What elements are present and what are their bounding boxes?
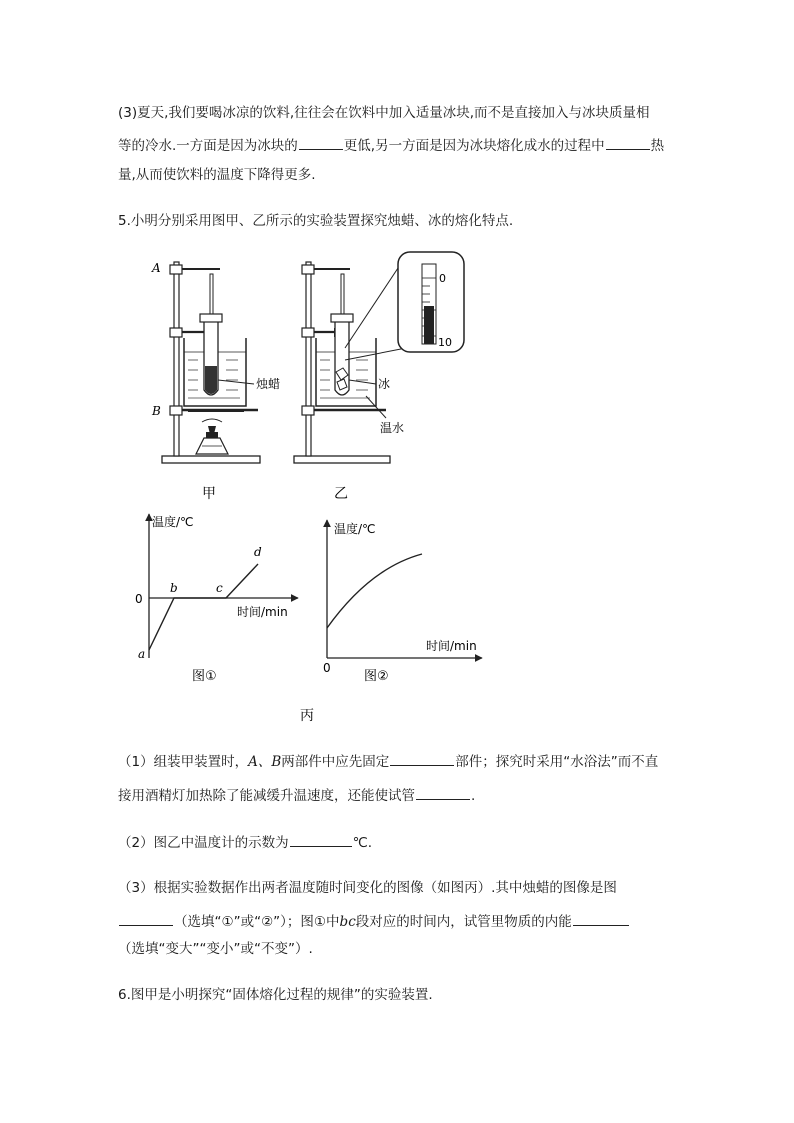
graph-2 (323, 520, 482, 684)
caption-bing: 丙 (300, 708, 314, 724)
graphs-figure (130, 508, 500, 730)
q3-blank-2[interactable] (606, 135, 650, 150)
label-water: 温水 (380, 421, 405, 435)
q3-blank-1[interactable] (299, 135, 343, 150)
scale-bottom: 10 (438, 336, 452, 349)
q5-sub3-b: （选填“①”或“②”）；图①中 (174, 914, 340, 930)
graph-2-zero: 0 (323, 661, 331, 675)
q5-sub3-bc: bc (339, 914, 356, 930)
label-B: B (152, 404, 161, 418)
q5-sub1-a: （1）组装甲装置时， (118, 754, 249, 770)
jia-pole (174, 262, 179, 456)
point-b: b (170, 581, 178, 595)
graph-2-curve (327, 554, 422, 628)
q5-sub3-line3: （选填“变大”“变小”或“不变”）. (118, 941, 313, 957)
q5-sub1-line2 (118, 785, 475, 805)
q5-sub3-blank-2[interactable] (573, 911, 629, 926)
q5-sub1-ab: A、B (248, 754, 282, 770)
apparatus-figure (140, 248, 480, 508)
q5-sub3-c: 段对应的时间内，试管里物质的内能 (355, 914, 572, 930)
q5-sub3-line1: （3）根据实验数据作出两者温度随时间变化的图像（如图丙）.其中烛蜡的图像是图 (118, 880, 617, 896)
graph-1 (135, 514, 298, 684)
q3-line1: (3)夏天,我们要喝冰凉的饮料,往往会在饮料中加入适量冰块,而不是直接加入与冰块质量相 (118, 105, 650, 121)
q5-title: 5.小明分别采用图甲、乙所示的实验装置探究烛蜡、冰的熔化特点. (118, 213, 514, 229)
graph-1-ylabel: 温度/℃ (152, 515, 194, 529)
scale-top: 0 (439, 272, 446, 285)
q5-sub1-blank-1[interactable] (390, 751, 454, 766)
q3-line3: 量,从而使饮料的温度下降得更多. (118, 167, 316, 183)
label-ice: 冰 (378, 377, 391, 391)
q5-sub1-line1 (118, 751, 658, 771)
q5-sub1-c: 部件；探究时采用“水浴法”而不直 (455, 754, 659, 770)
graph-2-caption: 图② (364, 669, 389, 684)
q5-sub1-line2-text: 接用酒精灯加热除了能减缓升温速度，还能使试管 (118, 788, 415, 804)
q5-sub2-b: ℃. (352, 835, 373, 851)
q5-sub1-blank-2[interactable] (416, 785, 470, 800)
caption-jia: 甲 (202, 486, 216, 502)
q5-sub3-line2 (118, 911, 630, 931)
label-A: A (152, 261, 161, 275)
yi-pole (306, 262, 311, 456)
yi-base (294, 456, 390, 463)
q3-line2b: 更低,另一方面是因为冰块熔化成水的过程中 (343, 138, 605, 154)
point-c: c (216, 581, 223, 595)
label-wax: 烛蜡 (256, 377, 281, 391)
caption-yi: 乙 (334, 486, 348, 502)
point-d: d (254, 545, 262, 559)
jia-base (162, 456, 260, 463)
q3-line2 (118, 135, 664, 155)
graph-2-xlabel: 时间/min (426, 639, 477, 653)
q5-sub1-line2-end: . (471, 788, 476, 804)
graph-1-caption: 图① (192, 669, 217, 684)
q5-sub2-a: （2）图乙中温度计的示数为 (118, 835, 289, 851)
q5-sub3-blank-1[interactable] (119, 911, 173, 926)
graph-2-ylabel: 温度/℃ (334, 522, 376, 536)
point-a: a (138, 647, 146, 661)
q5-sub2 (118, 832, 372, 852)
graph-1-zero: 0 (135, 592, 143, 606)
q3-line2c: 热 (650, 138, 665, 154)
q6-title: 6.图甲是小明探究“固体熔化过程的规律”的实验装置. (118, 987, 433, 1003)
q5-sub1-b: 两部件中应先固定 (281, 754, 390, 770)
graph-1-xlabel: 时间/min (237, 605, 288, 619)
q5-sub2-blank[interactable] (290, 832, 352, 847)
q3-line2a: 等的冷水.一方面是因为冰块的 (118, 138, 298, 154)
